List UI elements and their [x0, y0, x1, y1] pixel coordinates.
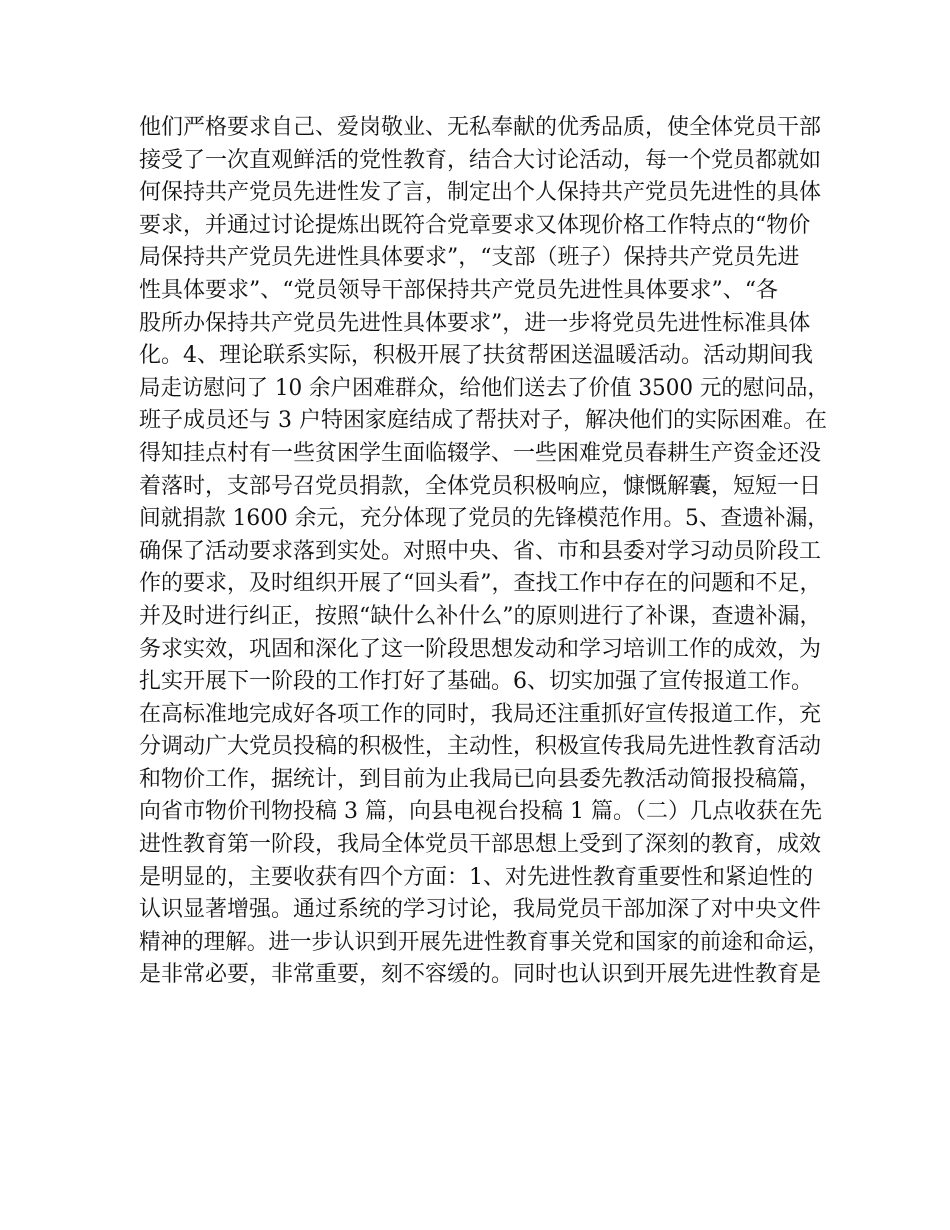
- body-text: [139, 112, 829, 992]
- text-line: 着落时，支部号召党员捐款，全体党员积极响应，慷慨解囊，短短一日: [139, 473, 822, 499]
- text-line: 进性教育第一阶段，我局全体党员干部思想上受到了深刻的教育，成效: [139, 832, 822, 858]
- text-line: 班子成员还与 3 户特困家庭结成了帮扶对子，解决他们的实际困难。在: [139, 408, 827, 434]
- text-line: 得知挂点村有一些贫困学生面临辍学、一些困难党员春耕生产资金还没: [139, 440, 822, 466]
- text-line: 何保持共产党员先进性发了言，制定出个人保持共产党员先进性的具体: [139, 180, 822, 206]
- text-line: 作的要求，及时组织开展了“回头看”，查找工作中存在的问题和不足，: [139, 571, 822, 597]
- text-line: 接受了一次直观鲜活的党性教育，结合大讨论活动，每一个党员都就如: [139, 147, 822, 173]
- text-line: 扎实开展下一阶段的工作打好了基础。6、切实加强了宣传报道工作。: [139, 669, 813, 695]
- text-line: 和物价工作，据统计，到目前为止我局已向县委先教活动简报投稿篇，: [139, 766, 822, 792]
- text-line: 向省市物价刊物投稿 3 篇，向县电视台投稿 1 篇。（二）几点收获在先: [139, 799, 822, 825]
- text-line: 局走访慰问了 10 余户困难群众，给他们送去了价值 3500 元的慰问品，: [139, 375, 829, 401]
- text-line: 他们严格要求自己、爱岗敬业、无私奉献的优秀品质，使全体党员干部: [139, 115, 822, 140]
- text-line: 局保持共产党员先进性具体要求”，“支部（班子）保持共产党员先进: [139, 245, 800, 271]
- text-line: 在高标准地完成好各项工作的同时，我局还注重抓好宣传报道工作，充: [139, 701, 822, 727]
- text-line: 化。4、理论联系实际，积极开展了扶贫帮困送温暖活动。活动期间我: [139, 343, 813, 369]
- text-line: 认识显著增强。通过系统的学习讨论，我局党员干部加深了对中央文件: [139, 897, 822, 923]
- text-line: 务求实效，巩固和深化了这一阶段思想发动和学习培训工作的成效，为: [139, 636, 822, 662]
- text-line: 并及时进行纠正，按照“缺什么补什么”的原则进行了补课，查遗补漏，: [139, 603, 822, 629]
- text-line: 性具体要求”、“党员领导干部保持共产党员先进性具体要求”、“各: [139, 277, 778, 303]
- text-line: 股所办保持共产党员先进性具体要求”，进一步将党员先进性标准具体: [139, 310, 811, 336]
- text-line: 是非常必要，非常重要，刻不容缓的。同时也认识到开展先进性教育是: [139, 962, 822, 988]
- text-line: 确保了活动要求落到实处。对照中央、省、市和县委对学习动员阶段工: [139, 538, 822, 564]
- text-line: 是明显的，主要收获有四个方面：1、对先进性教育重要性和紧迫性的: [139, 864, 813, 890]
- text-line: 分调动广大党员投稿的积极性，主动性，积极宣传我局先进性教育活动: [139, 734, 822, 760]
- text-line: 精神的理解。进一步认识到开展先进性教育事关党和国家的前途和命运，: [139, 929, 829, 955]
- text-line: 间就捐款 1600 余元，充分体现了党员的先锋模范作用。5、查遗补漏，: [139, 506, 829, 532]
- text-line: 要求，并通过讨论提炼出既符合党章要求又体现价格工作特点的“物价: [139, 212, 811, 238]
